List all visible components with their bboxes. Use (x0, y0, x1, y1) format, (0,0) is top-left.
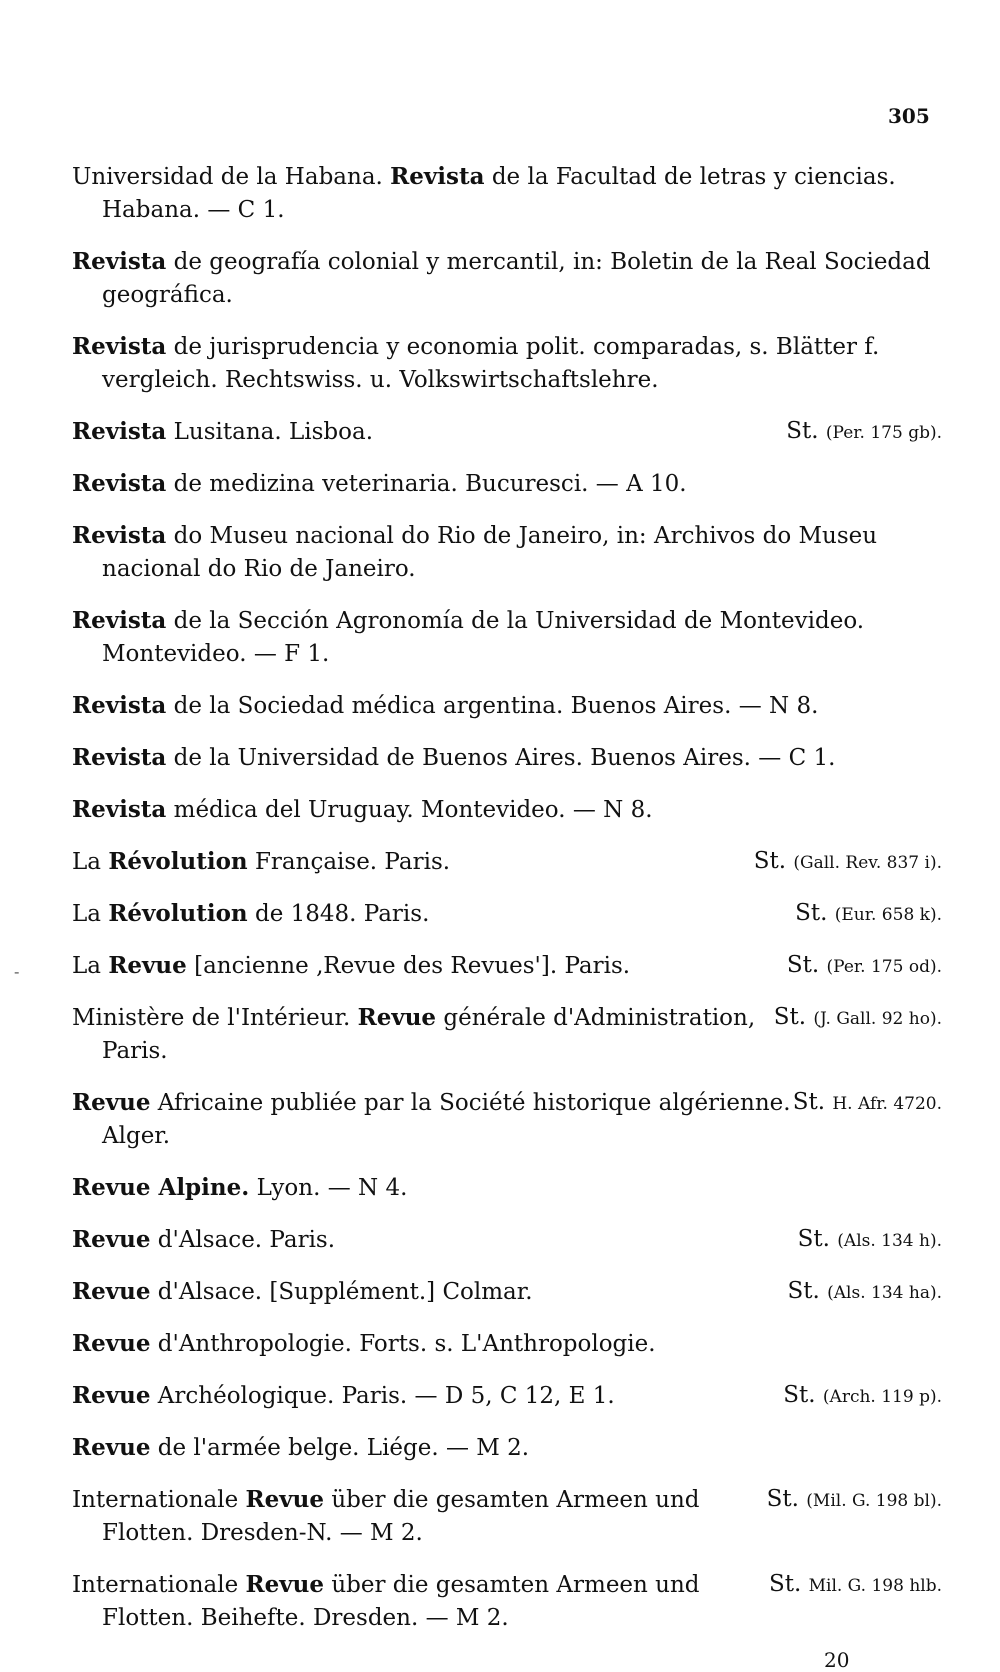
shelfmark (774, 1001, 942, 1036)
entry-keyword: Revista (72, 470, 167, 497)
catalog-entry (72, 330, 942, 397)
shelfmark-st: St. (787, 1278, 820, 1304)
entry-keyword: Revue (245, 1571, 324, 1598)
shelfmark (788, 1275, 942, 1310)
catalog-entry (72, 1483, 942, 1550)
entry-keyword: Revue (72, 1226, 151, 1253)
shelfmark (767, 1483, 942, 1518)
shelfmark (769, 1568, 942, 1603)
entry-keyword: Révolution (108, 900, 248, 927)
shelfmark (798, 1223, 942, 1258)
shelfmark-st: St. (783, 1382, 816, 1408)
shelfmark (786, 415, 942, 450)
entry-text: [ancienne ‚Revue des Revues']. Paris. (194, 953, 631, 979)
margin-mark: - (14, 962, 20, 981)
catalog-entry (72, 245, 942, 312)
shelfmark-st: St. (766, 1486, 799, 1512)
entry-prefix: Internationale (72, 1572, 239, 1598)
catalog-entry (72, 604, 942, 671)
page-number: 305 (888, 104, 930, 128)
entry-text: Française. Paris. (254, 849, 451, 875)
entry-text: Lusitana. Lisboa. (173, 419, 374, 445)
shelfmark-ref: (Eur. 658 k). (834, 905, 942, 925)
shelfmark-st: St. (797, 1226, 830, 1252)
catalog-entry (72, 160, 942, 227)
catalog-entry (72, 519, 942, 586)
shelfmark-st: St. (792, 1089, 826, 1115)
shelfmark-ref: (Per. 175 gb). (825, 423, 942, 443)
entry-text: Lyon. — N 4. (256, 1175, 408, 1201)
shelfmark-ref: (Gall. Rev. 837 i). (793, 853, 942, 873)
signature-number: 20 (824, 1648, 850, 1672)
shelfmark (787, 949, 942, 984)
entry-keyword: Revue (357, 1004, 437, 1031)
catalog-entry (72, 467, 942, 501)
entry-prefix: Internationale (72, 1487, 239, 1513)
entry-keyword: Revista (72, 692, 167, 719)
entry-keyword: Revista (390, 163, 485, 190)
entry-text: de geografía colonial y mercantil, in: Boletin de la Real Sociedad geográfica. (102, 249, 931, 308)
shelfmark (793, 1086, 942, 1121)
entry-prefix: La (72, 953, 101, 979)
shelfmark-ref: (Mil. G. 198 bl). (806, 1491, 942, 1511)
catalog-entry (72, 1568, 942, 1635)
shelfmark-st: St. (786, 418, 819, 444)
entry-text: de la Sociedad médica argentina. Buenos Aires. — N 8. (173, 693, 819, 719)
entry-text: de l'armée belge. Liége. — M 2. (157, 1435, 530, 1461)
entry-text: Archéologique. Paris. — D 5, C 12, E 1. (157, 1383, 615, 1409)
shelfmark (783, 1379, 942, 1414)
catalog-entry (72, 845, 942, 879)
entry-text: générale d'Administration, Paris. (102, 1005, 756, 1064)
entry-text: über die gesamten Armeen und Flotten. Beihefte. Dresden. — M 2. (102, 1572, 700, 1631)
catalog-entry (72, 1001, 942, 1068)
shelfmark-st: St. (753, 848, 787, 874)
entry-text: do Museu nacional do Rio de Janeiro, in: Archivos do Museu nacional do Rio de Janeiro. (102, 523, 878, 582)
entry-keyword: Revue (245, 1486, 324, 1513)
shelfmark-ref: (Per. 175 od). (826, 957, 942, 977)
entry-keyword: Revue (72, 1382, 151, 1409)
catalog-entry (72, 1223, 942, 1257)
catalog-entry (72, 1275, 942, 1309)
catalog-entry (72, 1086, 942, 1153)
entry-keyword: Revue Alpine. (72, 1174, 250, 1201)
shelfmark-ref: (Als. 134 h). (837, 1231, 942, 1251)
entry-keyword: Revista (72, 522, 167, 549)
entry-keyword: Revue (108, 952, 187, 979)
entry-text: de 1848. Paris. (254, 901, 430, 927)
entry-text: d'Anthropologie. Forts. s. L'Anthropologie. (157, 1331, 656, 1357)
catalog-entry (72, 415, 942, 449)
entry-text: de medizina veterinaria. Bucuresci. — A 10. (173, 471, 687, 497)
shelfmark-ref: H. Afr. 4720. (832, 1094, 942, 1114)
entry-keyword: Revista (72, 796, 167, 823)
entry-text: médica del Uruguay. Montevideo. — N 8. (173, 797, 653, 823)
entry-text: de la Universidad de Buenos Aires. Buenos Aires. — C 1. (173, 745, 836, 771)
entry-keyword: Revue (72, 1089, 151, 1116)
entry-text: de la Sección Agronomía de la Universidad de Montevideo. Montevideo. — F 1. (102, 608, 865, 667)
entry-prefix: La (72, 849, 101, 875)
shelfmark (795, 897, 942, 932)
shelfmark-ref: (J. Gall. 92 ho). (813, 1009, 942, 1029)
catalog-entry (72, 1171, 942, 1205)
catalog-entry (72, 1327, 942, 1361)
entry-text: de la Facultad de letras y ciencias. Habana. — C 1. (102, 164, 896, 223)
entry-prefix: La (72, 901, 101, 927)
catalog-entry (72, 949, 942, 983)
entry-keyword: Revista (72, 333, 167, 360)
shelfmark (754, 845, 942, 880)
shelfmark-st: St. (768, 1571, 802, 1597)
entry-text: d'Alsace. [Supplément.] Colmar. (157, 1279, 533, 1305)
catalog-entry (72, 793, 942, 827)
catalog-entry (72, 1379, 942, 1413)
entry-list (72, 160, 942, 1653)
shelfmark-st: St. (786, 952, 820, 978)
entry-keyword: Révolution (108, 848, 248, 875)
shelfmark-ref: (Als. 134 ha). (827, 1283, 942, 1303)
shelfmark-ref: Mil. G. 198 hlb. (808, 1576, 942, 1596)
shelfmark-st: St. (795, 900, 828, 926)
shelfmark-ref: (Arch. 119 p). (822, 1387, 942, 1407)
entry-prefix: Universidad de la Habana. (72, 164, 383, 190)
entry-text: d'Alsace. Paris. (157, 1227, 336, 1253)
entry-keyword: Revue (72, 1330, 151, 1357)
entry-text: über die gesamten Armeen und Flotten. Dresden-N. — M 2. (102, 1487, 700, 1546)
entry-keyword: Revista (72, 744, 167, 771)
entry-keyword: Revista (72, 418, 167, 445)
entry-keyword: Revista (72, 607, 167, 634)
catalog-entry (72, 741, 942, 775)
catalog-entry (72, 689, 942, 723)
catalog-entry (72, 1431, 942, 1465)
shelfmark-st: St. (773, 1004, 807, 1030)
entry-keyword: Revue (72, 1434, 151, 1461)
entry-text: de jurisprudencia y economia polit. comparadas, s. Blätter f. vergleich. Rechtswiss. u. Volkswirtschaftslehre. (102, 334, 880, 393)
entry-keyword: Revue (72, 1278, 151, 1305)
catalog-entry (72, 897, 942, 931)
entry-keyword: Revista (72, 248, 167, 275)
entry-prefix: Ministère de l'Intérieur. (72, 1005, 351, 1031)
entry-text: Africaine publiée par la Société historique algérienne. Alger. (102, 1090, 791, 1149)
